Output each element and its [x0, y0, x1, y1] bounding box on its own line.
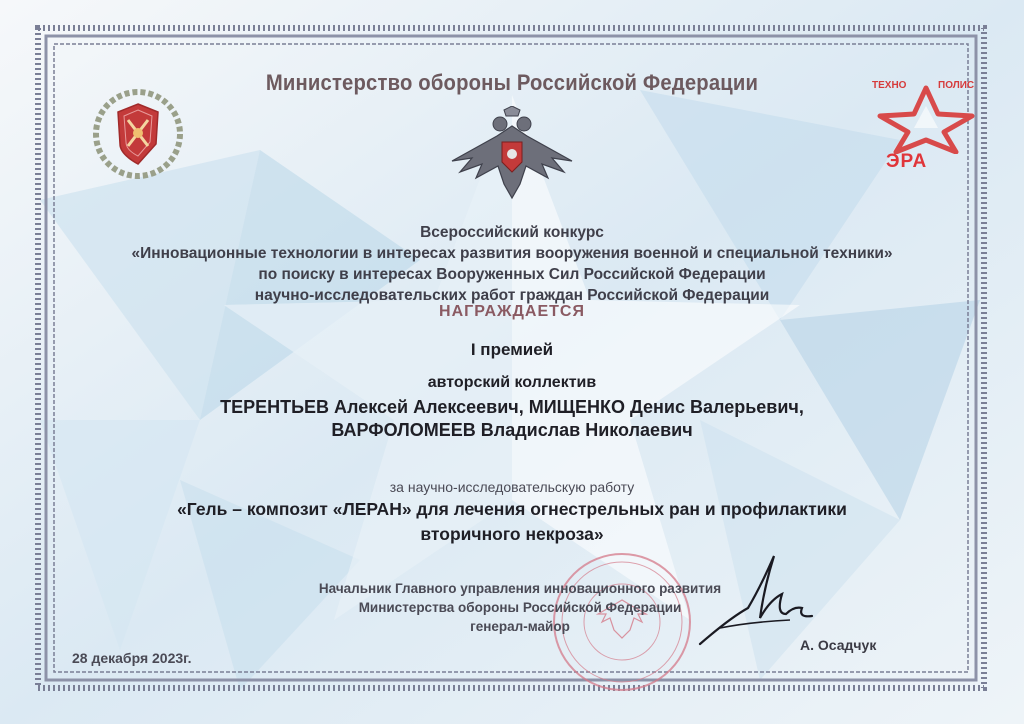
- ministry-title: Министерство обороны Российской Федерации: [265, 70, 759, 95]
- team-label: авторский коллектив: [427, 374, 597, 391]
- signatory-rank: генерал-майор: [470, 619, 570, 634]
- contest-line-4: научно-исследовательских работ граждан Российской Федерации: [254, 287, 770, 304]
- recipient-names-line-2: ВАРФОЛОМЕЕВ Владислав Николаевич: [331, 420, 693, 440]
- for-work-label: за научно-исследовательскую работу: [389, 479, 635, 495]
- signatory-title-line-2: Министерства обороны Российской Федерации: [358, 600, 682, 615]
- era-logo-word-left: ТЕХНО: [872, 80, 907, 91]
- signer-name: А. Осадчук: [800, 637, 877, 653]
- contest-line-1: Всероссийский конкурс: [420, 224, 604, 241]
- issue-date: 28 декабря 2023г.: [72, 650, 192, 666]
- military-emblem-icon: [92, 88, 184, 180]
- awarded-heading: НАГРАЖДАЕТСЯ: [439, 303, 585, 320]
- recipient-names-line-1: ТЕРЕНТЬЕВ Алексей Алексеевич, МИЩЕНКО Денис Валерьевич,: [220, 397, 804, 417]
- era-logo-word-right: ПОЛИС: [938, 80, 975, 91]
- era-logo-word-main: ЭРА: [886, 151, 928, 172]
- signatory-title-line-1: Начальник Главного управления инновационного развития: [318, 581, 722, 596]
- work-title-line-2: вторичного некроза»: [420, 524, 604, 544]
- contest-line-3: по поиску в интересах Вооруженных Сил Российской Федерации: [258, 266, 766, 283]
- contest-line-2: «Инновационные технологии в интересах развития вооружения военной и специальной техники»: [131, 245, 893, 262]
- prize-label: I премией: [470, 340, 554, 359]
- double-headed-eagle-icon: [442, 106, 582, 202]
- work-title-line-1: «Гель – композит «ЛЕРАН» для лечения огнестрельных ран и профилактики: [177, 499, 847, 519]
